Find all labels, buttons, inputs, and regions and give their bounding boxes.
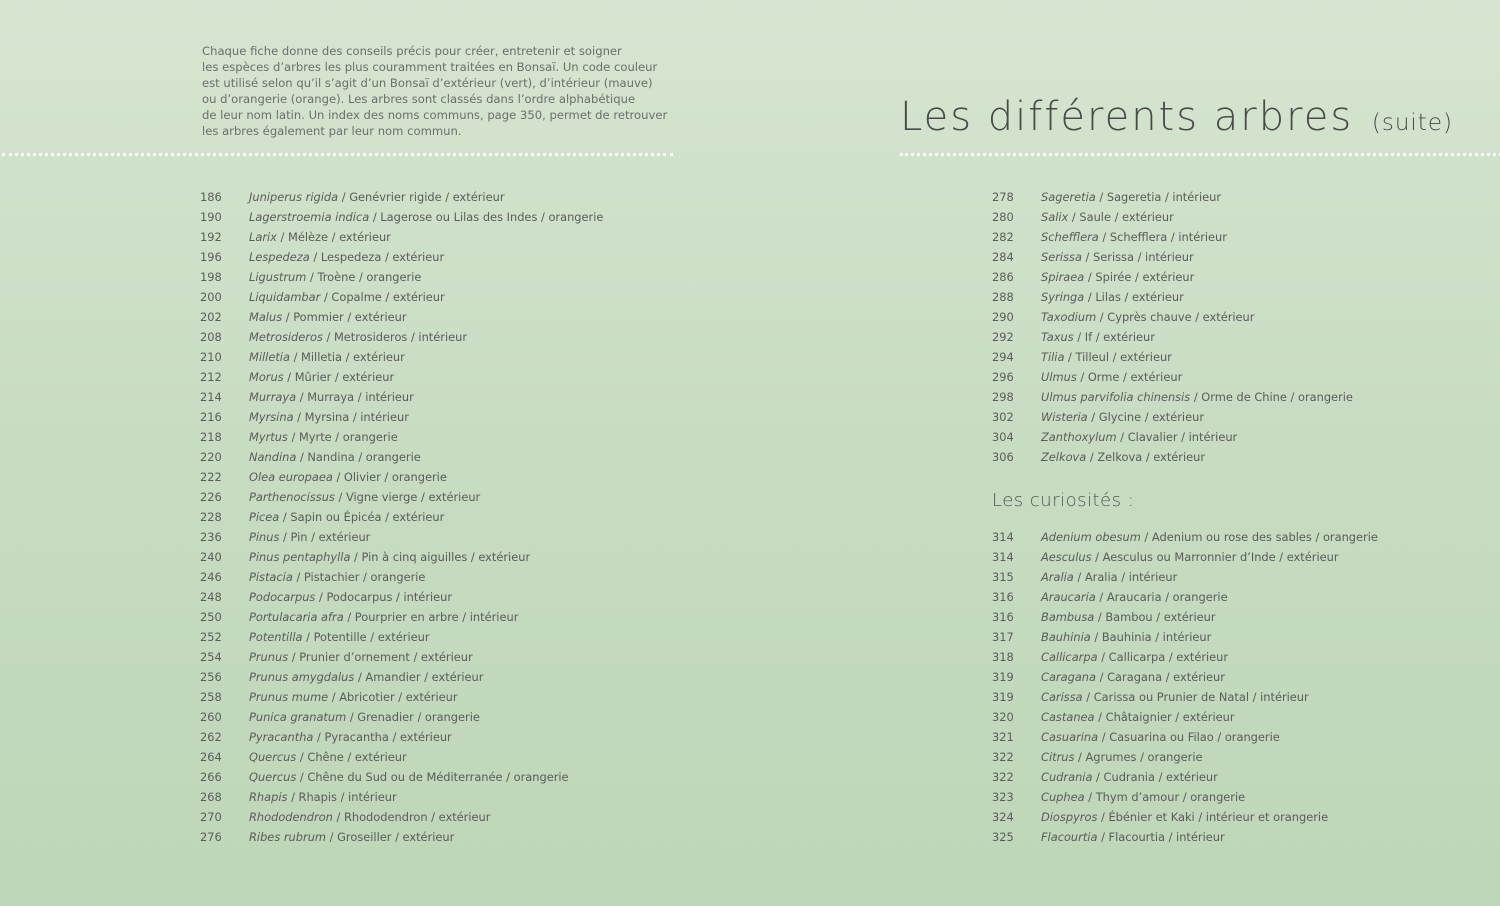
latin-name: Taxus: [1041, 330, 1074, 344]
page-number: 212: [200, 370, 222, 384]
latin-name: Prunus mume: [249, 690, 329, 704]
page-number: 186: [200, 190, 222, 204]
common-name-and-type: / Troène / orangerie: [306, 270, 422, 284]
page-number: 304: [992, 430, 1014, 444]
page-number: 268: [200, 790, 222, 804]
page-number: 250: [200, 610, 222, 624]
entry-text: [1041, 267, 1194, 287]
latin-name: Pinus: [249, 530, 280, 544]
page-number: 190: [200, 210, 222, 224]
page-number: 296: [992, 370, 1014, 384]
entry-text: [249, 707, 480, 727]
entry-text: [1041, 607, 1216, 627]
entry-text: [249, 327, 467, 347]
latin-name: Portulacaria afra: [249, 610, 344, 624]
entry-text: [1041, 667, 1225, 687]
intro-line: de leur nom latin. Un index des noms communs, page 350, permet de retrouver: [202, 108, 668, 122]
entry-text: [249, 607, 518, 627]
entry-text: [249, 767, 569, 787]
entry-text: [249, 827, 454, 847]
entry-text: [1041, 347, 1172, 367]
common-name-and-type: / Pourprier en arbre / intérieur: [343, 610, 519, 624]
latin-name: Araucaria: [1041, 590, 1096, 604]
common-name-and-type: / Aralia / intérieur: [1073, 570, 1178, 584]
intro-paragraph: [202, 43, 672, 139]
common-name-and-type: / Myrte / orangerie: [287, 430, 398, 444]
entry-text: [249, 727, 452, 747]
common-name-and-type: / Thym d’amour / orangerie: [1084, 790, 1246, 804]
latin-name: Wisteria: [1041, 410, 1088, 424]
entry-text: [1041, 387, 1353, 407]
entry-text: [249, 467, 447, 487]
page-number: 248: [200, 590, 222, 604]
page-number: 208: [200, 330, 222, 344]
common-name-and-type: / Metrosideros / intérieur: [322, 330, 468, 344]
page-number: 280: [992, 210, 1014, 224]
intro-line: les arbres également par leur nom commun.: [202, 124, 462, 138]
entry-text: [249, 747, 407, 767]
common-name-and-type: / Amandier / extérieur: [354, 670, 484, 684]
latin-name: Prunus amygdalus: [249, 670, 355, 684]
common-name-and-type: / Olivier / orangerie: [332, 470, 447, 484]
entry-text: [1041, 807, 1328, 827]
common-name-and-type: / Vigne vierge / extérieur: [334, 490, 481, 504]
common-name-and-type: / Nandina / orangerie: [296, 450, 421, 464]
latin-name: Carissa: [1041, 690, 1083, 704]
common-name-and-type: / Myrsina / intérieur: [293, 410, 409, 424]
entry-text: [249, 187, 505, 207]
latin-name: Bambusa: [1041, 610, 1095, 624]
latin-name: Quercus: [249, 770, 297, 784]
page-number: 282: [992, 230, 1014, 244]
page-number: 284: [992, 250, 1014, 264]
latin-name: Citrus: [1041, 750, 1075, 764]
common-name-and-type: / Sapin ou Épicéa / extérieur: [279, 510, 445, 524]
page-number: 276: [200, 830, 222, 844]
dotted-divider-left: [2, 153, 673, 156]
latin-name: Myrtus: [249, 430, 288, 444]
entry-text: [249, 347, 405, 367]
latin-name: Nandina: [249, 450, 297, 464]
entry-text: [1041, 687, 1309, 707]
entry-text: [249, 427, 398, 447]
entry-text: [1041, 627, 1211, 647]
latin-name: Ulmus: [1041, 370, 1077, 384]
common-name-and-type: / Cudrania / extérieur: [1092, 770, 1218, 784]
common-name-and-type: / Rhododendron / extérieur: [332, 810, 491, 824]
latin-name: Flacourtia: [1041, 830, 1098, 844]
latin-name: Podocarpus: [249, 590, 316, 604]
page-number: 314: [992, 550, 1014, 564]
page-number: 260: [200, 710, 222, 724]
page-number: 323: [992, 790, 1014, 804]
common-name-and-type: / Lagerose ou Lilas des Indes / orangerie: [369, 210, 604, 224]
intro-line: Chaque fiche donne des conseils précis pour créer, entretenir et soigner: [202, 44, 622, 58]
common-name-and-type: / Milletia / extérieur: [289, 350, 405, 364]
entry-text: [1041, 787, 1245, 807]
common-name-and-type: / Mélèze / extérieur: [276, 230, 391, 244]
latin-name: Milletia: [249, 350, 290, 364]
entry-text: [249, 787, 397, 807]
latin-name: Spiraea: [1041, 270, 1085, 284]
common-name-and-type: / Lespedeza / extérieur: [309, 250, 445, 264]
common-name-and-type: / Rhapis / intérieur: [287, 790, 397, 804]
latin-name: Caragana: [1041, 670, 1097, 684]
page-number: 262: [200, 730, 222, 744]
common-name-and-type: / Grenadier / orangerie: [346, 710, 480, 724]
common-name-and-type: / Caragana / extérieur: [1096, 670, 1225, 684]
common-name-and-type: / Prunier d’ornement / extérieur: [288, 650, 473, 664]
page-number: 236: [200, 530, 222, 544]
latin-name: Olea europaea: [249, 470, 333, 484]
page-number: 240: [200, 550, 222, 564]
latin-name: Castanea: [1041, 710, 1095, 724]
intro-line: les espèces d’arbres les plus couramment traitées en Bonsaï. Un code couleur: [202, 60, 658, 74]
latin-name: Murraya: [249, 390, 297, 404]
entry-text: [249, 307, 407, 327]
page-number: 316: [992, 610, 1014, 624]
latin-name: Ribes rubrum: [249, 830, 327, 844]
dotted-divider-right: [900, 153, 1500, 156]
entry-text: [1041, 247, 1194, 267]
common-name-and-type: / Ébénier et Kaki / intérieur et orangerie: [1097, 810, 1329, 824]
page-number: 216: [200, 410, 222, 424]
latin-name: Zanthoxylum: [1041, 430, 1117, 444]
page-number: 318: [992, 650, 1014, 664]
common-name-and-type: / Schefflera / intérieur: [1098, 230, 1227, 244]
entry-text: [1041, 367, 1182, 387]
common-name-and-type: / Podocarpus / intérieur: [315, 590, 453, 604]
latin-name: Cudrania: [1041, 770, 1093, 784]
latin-name: Liquidambar: [249, 290, 321, 304]
latin-name: Bauhinia: [1041, 630, 1091, 644]
common-name-and-type: / Lilas / extérieur: [1084, 290, 1184, 304]
page-number: 256: [200, 670, 222, 684]
common-name-and-type: / Pin / extérieur: [279, 530, 371, 544]
entry-text: [249, 387, 414, 407]
page-number: 254: [200, 650, 222, 664]
latin-name: Pinus pentaphylla: [249, 550, 351, 564]
entry-text: [1041, 747, 1203, 767]
page-number: 222: [200, 470, 222, 484]
latin-name: Syringa: [1041, 290, 1085, 304]
common-name-and-type: / Casuarina ou Filao / orangerie: [1098, 730, 1280, 744]
common-name-and-type: / Pommier / extérieur: [282, 310, 407, 324]
entry-text: [1041, 287, 1184, 307]
latin-name: Aralia: [1041, 570, 1074, 584]
page-number: 325: [992, 830, 1014, 844]
common-name-and-type: / Châtaignier / extérieur: [1094, 710, 1235, 724]
entry-text: [1041, 587, 1228, 607]
latin-name: Quercus: [249, 750, 297, 764]
common-name-and-type: / Potentille / extérieur: [302, 630, 430, 644]
common-name-and-type: / Clavalier / intérieur: [1116, 430, 1238, 444]
common-name-and-type: / Araucaria / orangerie: [1095, 590, 1228, 604]
page-number: 316: [992, 590, 1014, 604]
page-number: 321: [992, 730, 1014, 744]
entry-text: [1041, 327, 1155, 347]
latin-name: Serissa: [1041, 250, 1082, 264]
page-number: 315: [992, 570, 1014, 584]
page-number: 278: [992, 190, 1014, 204]
page-number: 298: [992, 390, 1014, 404]
entry-text: [1041, 567, 1177, 587]
entry-text: [249, 647, 473, 667]
latin-name: Larix: [249, 230, 277, 244]
latin-name: Parthenocissus: [249, 490, 335, 504]
common-name-and-type: / Zelkova / extérieur: [1086, 450, 1206, 464]
page-number: 270: [200, 810, 222, 824]
common-name-and-type: / Pistachier / orangerie: [292, 570, 426, 584]
page-number: 228: [200, 510, 222, 524]
common-name-and-type: / Sageretia / intérieur: [1095, 190, 1222, 204]
common-name-and-type: / Pyracantha / extérieur: [313, 730, 452, 744]
latin-name: Myrsina: [249, 410, 294, 424]
entry-text: [249, 267, 421, 287]
entry-text: [1041, 407, 1204, 427]
common-name-and-type: / Orme de Chine / orangerie: [1190, 390, 1353, 404]
page-number: 264: [200, 750, 222, 764]
latin-name: Schefflera: [1041, 230, 1099, 244]
latin-name: Morus: [249, 370, 284, 384]
intro-line: ou d’orangerie (orange). Les arbres sont classés dans l’ordre alphabétique: [202, 92, 636, 106]
entry-text: [249, 287, 445, 307]
entry-text: [1041, 227, 1227, 247]
page-number: 322: [992, 750, 1014, 764]
latin-name: Tilia: [1041, 350, 1065, 364]
common-name-and-type: / Serissa / intérieur: [1081, 250, 1194, 264]
latin-name: Punica granatum: [249, 710, 347, 724]
common-name-and-type: / Carissa ou Prunier de Natal / intérieur: [1082, 690, 1309, 704]
common-name-and-type: / Murraya / intérieur: [296, 390, 414, 404]
entry-text: [249, 527, 370, 547]
page-number: 214: [200, 390, 222, 404]
page-number: 324: [992, 810, 1014, 824]
page-number: 202: [200, 310, 222, 324]
entry-text: [249, 667, 483, 687]
latin-name: Lagerstroemia indica: [249, 210, 370, 224]
page-number: 322: [992, 770, 1014, 784]
page-title-suffix: (suite): [1371, 110, 1453, 136]
latin-name: Taxodium: [1041, 310, 1097, 324]
common-name-and-type: / Bauhinia / intérieur: [1090, 630, 1212, 644]
entry-text: [1041, 427, 1237, 447]
latin-name: Callicarpa: [1041, 650, 1098, 664]
entry-text: [1041, 447, 1205, 467]
page-number: 320: [992, 710, 1014, 724]
page-number: 252: [200, 630, 222, 644]
entry-text: [249, 507, 444, 527]
latin-name: Cuphea: [1041, 790, 1085, 804]
page-number: 292: [992, 330, 1014, 344]
entry-text: [1041, 727, 1280, 747]
entry-text: [1041, 767, 1218, 787]
page-number: 218: [200, 430, 222, 444]
latin-name: Ligustrum: [249, 270, 307, 284]
latin-name: Pistacia: [249, 570, 293, 584]
latin-name: Lespedeza: [249, 250, 310, 264]
page-number: 290: [992, 310, 1014, 324]
common-name-and-type: / Agrumes / orangerie: [1074, 750, 1203, 764]
latin-name: Juniperus rigida: [249, 190, 339, 204]
page-number: 319: [992, 690, 1014, 704]
page-number: 314: [992, 530, 1014, 544]
entry-text: [1041, 827, 1225, 847]
page-title: [900, 94, 1453, 140]
common-name-and-type: / Chêne du Sud ou de Méditerranée / orangerie: [296, 770, 569, 784]
entry-text: [1041, 527, 1378, 547]
latin-name: Diospyros: [1041, 810, 1098, 824]
common-name-and-type: / Mûrier / extérieur: [283, 370, 395, 384]
latin-name: Metrosideros: [249, 330, 323, 344]
common-name-and-type: / Chêne / extérieur: [296, 750, 407, 764]
common-name-and-type: / Tilleul / extérieur: [1064, 350, 1172, 364]
entry-text: [249, 407, 409, 427]
page-number: 192: [200, 230, 222, 244]
page-number: 294: [992, 350, 1014, 364]
entry-text: [249, 247, 444, 267]
intro-line: est utilisé selon qu’il s’agit d’un Bonsaï d’extérieur (vert), d’intérieur (mauve): [202, 76, 653, 90]
latin-name: Salix: [1041, 210, 1069, 224]
page-number: 266: [200, 770, 222, 784]
entry-text: [249, 547, 530, 567]
latin-name: Ulmus parvifolia chinensis: [1041, 390, 1191, 404]
latin-name: Zelkova: [1041, 450, 1087, 464]
common-name-and-type: / Callicarpa / extérieur: [1097, 650, 1229, 664]
latin-name: Malus: [249, 310, 283, 324]
page-number: 200: [200, 290, 222, 304]
common-name-and-type: / Spirée / extérieur: [1084, 270, 1195, 284]
latin-name: Pyracantha: [249, 730, 314, 744]
entry-text: [1041, 307, 1254, 327]
entry-text: [249, 587, 452, 607]
curiosites-heading: Les curiosités :: [992, 490, 1135, 511]
page-number: 196: [200, 250, 222, 264]
latin-name: Adenium obesum: [1041, 530, 1141, 544]
latin-name: Prunus: [249, 650, 289, 664]
page-number: 226: [200, 490, 222, 504]
entry-text: [1041, 547, 1339, 567]
latin-name: Sageretia: [1041, 190, 1096, 204]
latin-name: Rhapis: [249, 790, 288, 804]
common-name-and-type: / Bambou / extérieur: [1094, 610, 1216, 624]
latin-name: Casuarina: [1041, 730, 1099, 744]
latin-name: Picea: [249, 510, 280, 524]
page-number: 246: [200, 570, 222, 584]
common-name-and-type: / Saule / extérieur: [1068, 210, 1174, 224]
page-number: 317: [992, 630, 1014, 644]
page-number: 286: [992, 270, 1014, 284]
common-name-and-type: / Groseiller / extérieur: [326, 830, 455, 844]
latin-name: Aesculus: [1041, 550, 1092, 564]
entry-text: [249, 447, 421, 467]
entry-text: [1041, 187, 1221, 207]
entry-text: [249, 687, 458, 707]
page-title-main: Les différents arbres: [900, 94, 1354, 140]
page-number: 302: [992, 410, 1014, 424]
entry-text: [249, 627, 430, 647]
common-name-and-type: / Abricotier / extérieur: [328, 690, 458, 704]
common-name-and-type: / Genévrier rigide / extérieur: [338, 190, 505, 204]
common-name-and-type: / If / extérieur: [1073, 330, 1155, 344]
entry-text: [249, 207, 603, 227]
page-number: 220: [200, 450, 222, 464]
entry-text: [1041, 207, 1174, 227]
common-name-and-type: / Glycine / extérieur: [1087, 410, 1204, 424]
page-number: 210: [200, 350, 222, 364]
common-name-and-type: / Orme / extérieur: [1076, 370, 1183, 384]
latin-name: Potentilla: [249, 630, 303, 644]
page-number: 319: [992, 670, 1014, 684]
common-name-and-type: / Copalme / extérieur: [320, 290, 445, 304]
page-number: 198: [200, 270, 222, 284]
common-name-and-type: / Flacourtia / intérieur: [1097, 830, 1225, 844]
common-name-and-type: / Aesculus ou Marronnier d’Inde / extérieur: [1091, 550, 1339, 564]
common-name-and-type: / Cyprès chauve / extérieur: [1096, 310, 1255, 324]
latin-name: Rhododendron: [249, 810, 333, 824]
entry-text: [249, 567, 425, 587]
page-number: 258: [200, 690, 222, 704]
common-name-and-type: / Adenium ou rose des sables / orangerie: [1140, 530, 1378, 544]
entry-text: [249, 487, 480, 507]
entry-text: [1041, 707, 1235, 727]
entry-text: [1041, 647, 1228, 667]
page-number: 306: [992, 450, 1014, 464]
entry-text: [249, 227, 391, 247]
page-number: 288: [992, 290, 1014, 304]
entry-text: [249, 807, 490, 827]
common-name-and-type: / Pin à cinq aiguilles / extérieur: [350, 550, 531, 564]
entry-text: [249, 367, 394, 387]
